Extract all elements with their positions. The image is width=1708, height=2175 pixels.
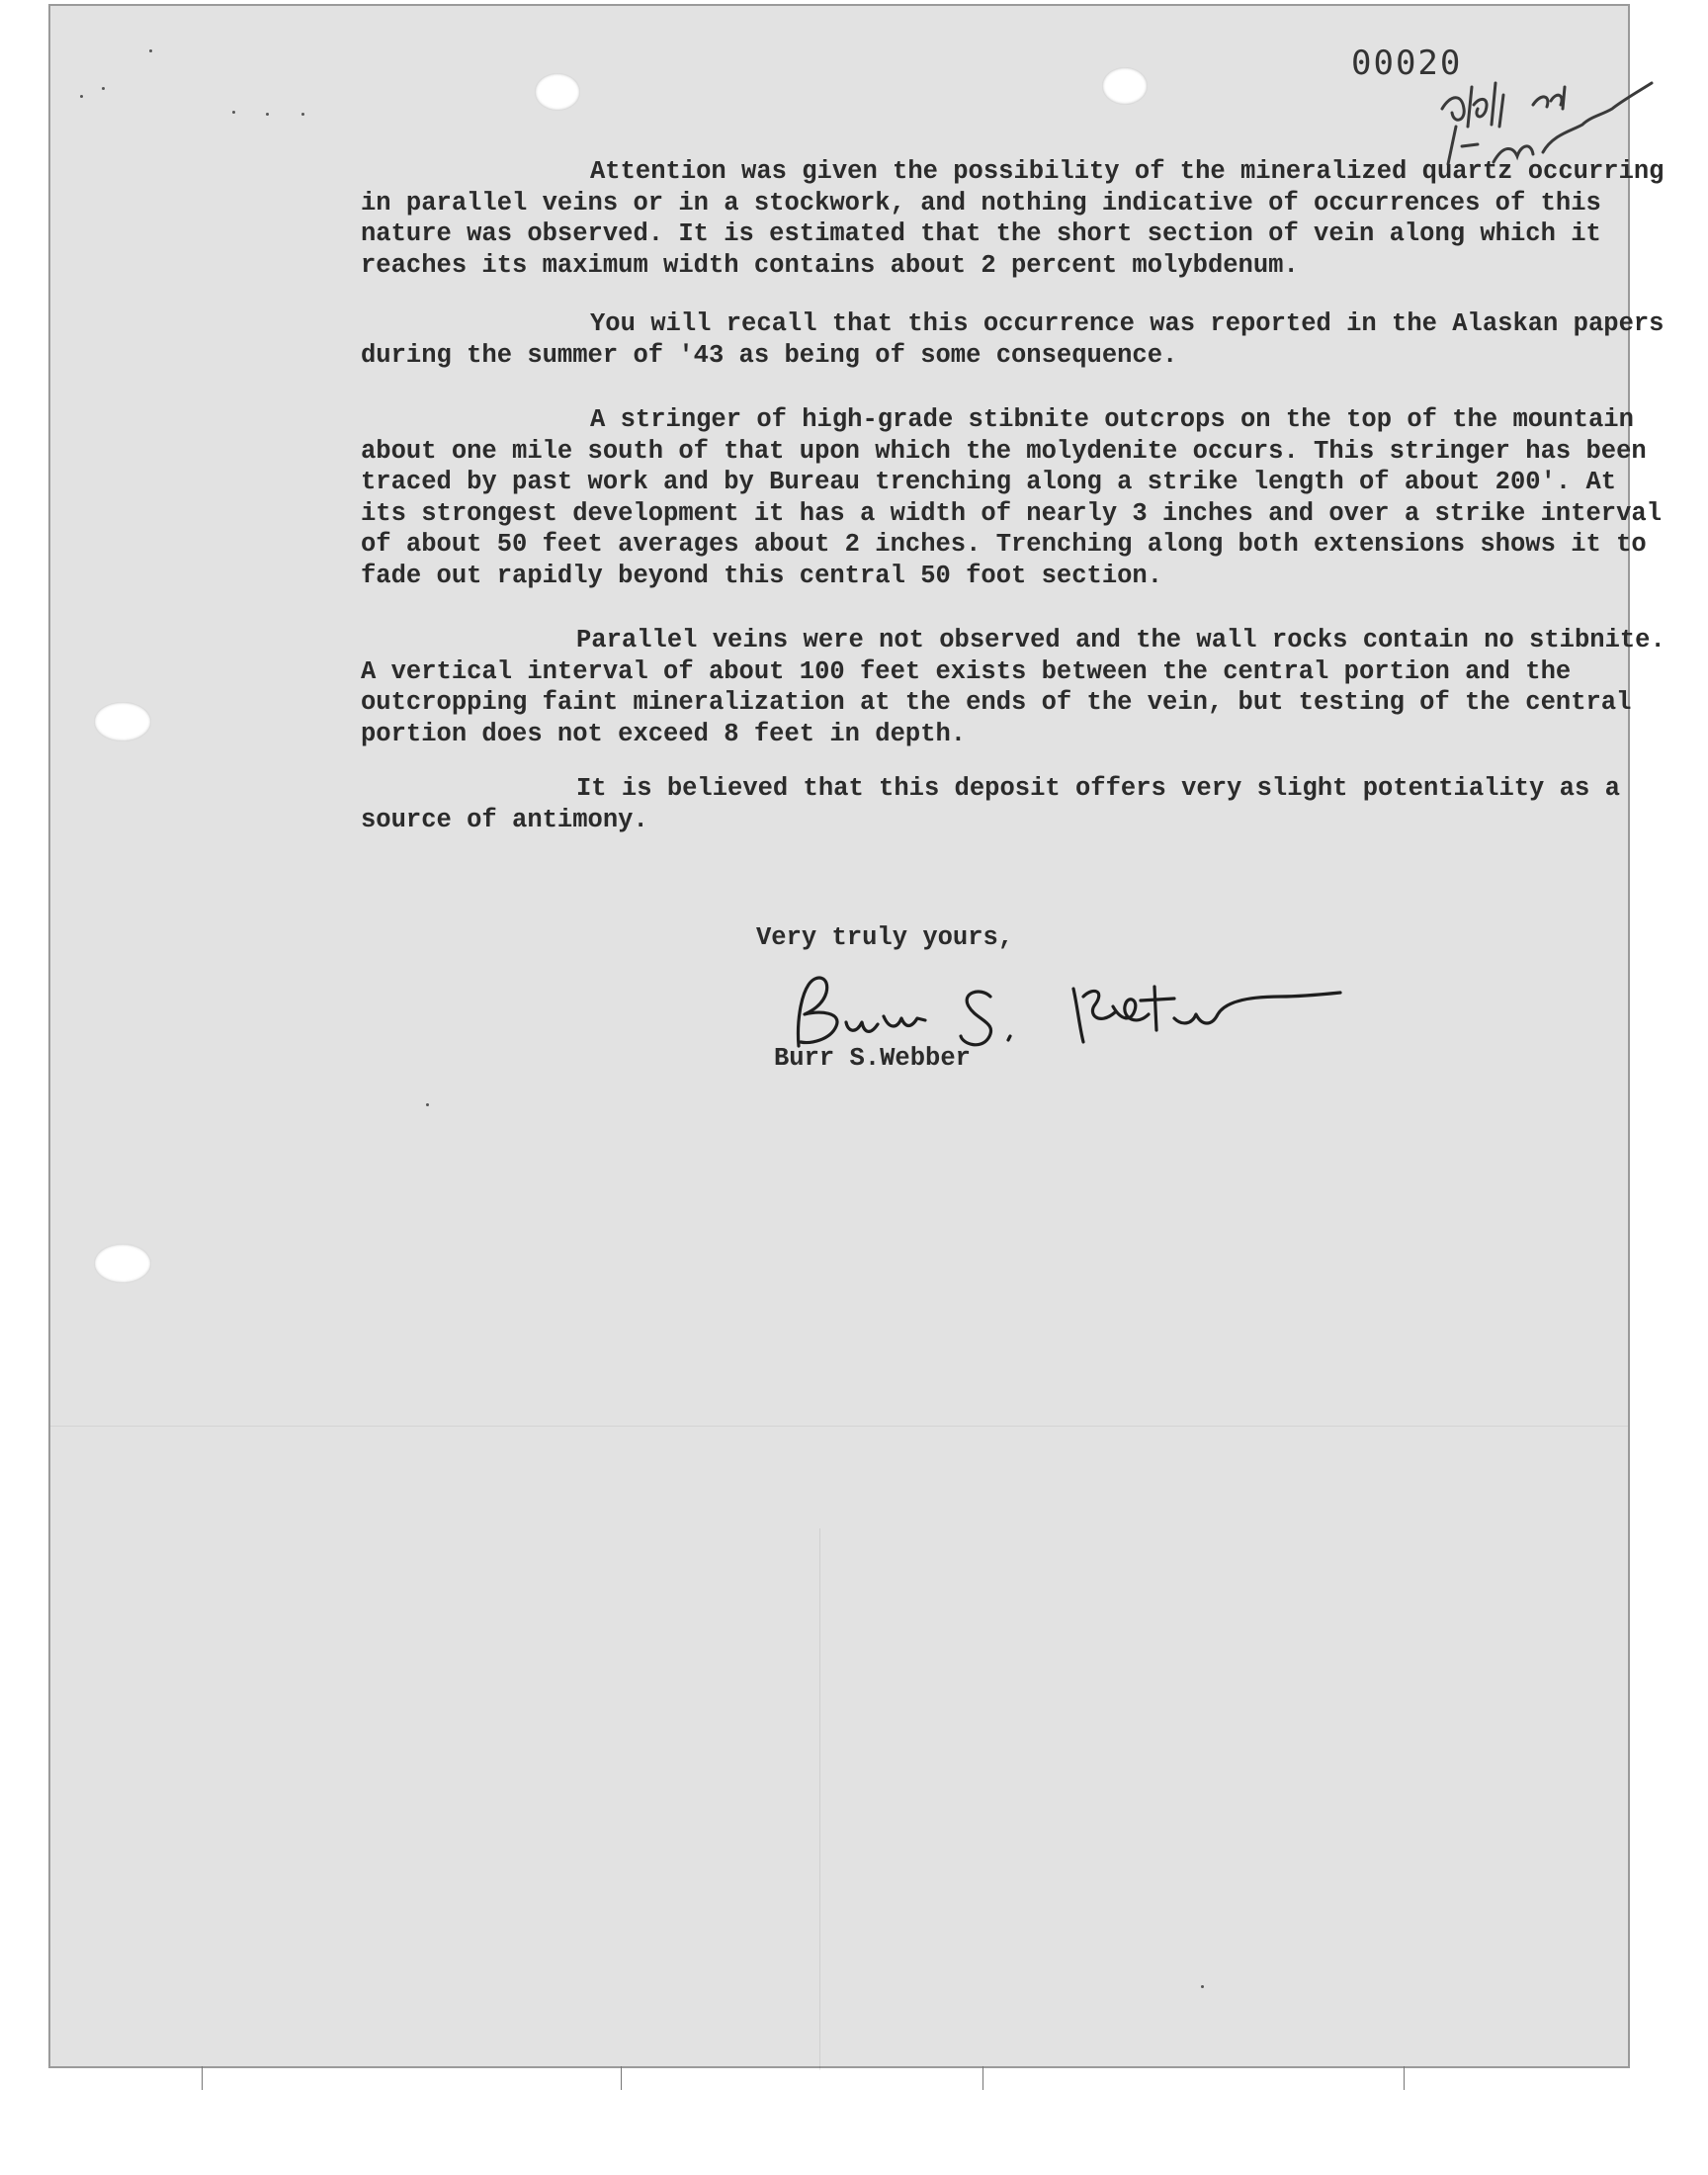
letter-body (361, 156, 1681, 865)
paper-fold (50, 1426, 1628, 1427)
document-number-stamp: 00020 (1351, 44, 1463, 83)
signer-name: Burr S.Webber (774, 1044, 971, 1073)
paragraph-stibnite-stringer: A stringer of high-grade stibnite outcrops on the top of the mountain about one mile south of that upon which the molydenite occurs. This stringer has been traced by past work and by Bureau trenching along a strike length of about 200'. At its strongest development it has a width of nearly 3 inches and over a strike interval of about 50 feet averages about 2 inches. Trenching along both extensions shows it to fade out rapidly beyond this central 50 foot section. (361, 405, 1677, 590)
scan-speck (426, 1103, 429, 1106)
paper-crease (819, 1528, 820, 2070)
punch-hole-top-left (535, 73, 580, 111)
scan-speck (149, 49, 152, 52)
scan-edge-mark (621, 2066, 622, 2090)
scan-speck (266, 113, 269, 116)
punch-hole-left-lower (94, 1244, 151, 1283)
scan-edge-mark (1404, 2066, 1405, 2090)
scan-speck (1201, 1985, 1204, 1988)
paragraph-alaskan-papers: You will recall that this occurrence was reported in the Alaskan papers during the summer of '43 as being of some consequence. (361, 309, 1679, 370)
paragraph-parallel-veins: Parallel veins were not observed and the wall rocks contain no stibnite. A vertical interval of about 100 feet exists between the central portion and the outcropping faint mineralization at the ends of the vein, but testing of the central portion does not exceed 8 feet in depth. (361, 626, 1681, 748)
scan-speck (80, 95, 83, 98)
scan-edge-mark (982, 2066, 983, 2090)
scan-speck (102, 87, 105, 90)
scan-speck (301, 113, 304, 116)
closing-salutation: Very truly yours, (756, 923, 1014, 952)
paragraph-antimony-potential: It is believed that this deposit offers very slight potentiality as a source of antimony. (361, 774, 1636, 834)
paragraph-mineralized-quartz: Attention was given the possibility of the mineralized quartz occurring in parallel veins or in a stockwork, and nothing indicative of occurrences of this nature was observed. It is estimated that the short section of vein along which it reaches its maximum width contains about 2 percent molybdenum. (361, 157, 1679, 280)
document-page (48, 4, 1681, 2068)
punch-hole-top-right (1102, 67, 1148, 105)
punch-hole-left-upper (94, 702, 151, 741)
scan-edge-mark (202, 2066, 203, 2090)
scan-speck (232, 111, 235, 114)
